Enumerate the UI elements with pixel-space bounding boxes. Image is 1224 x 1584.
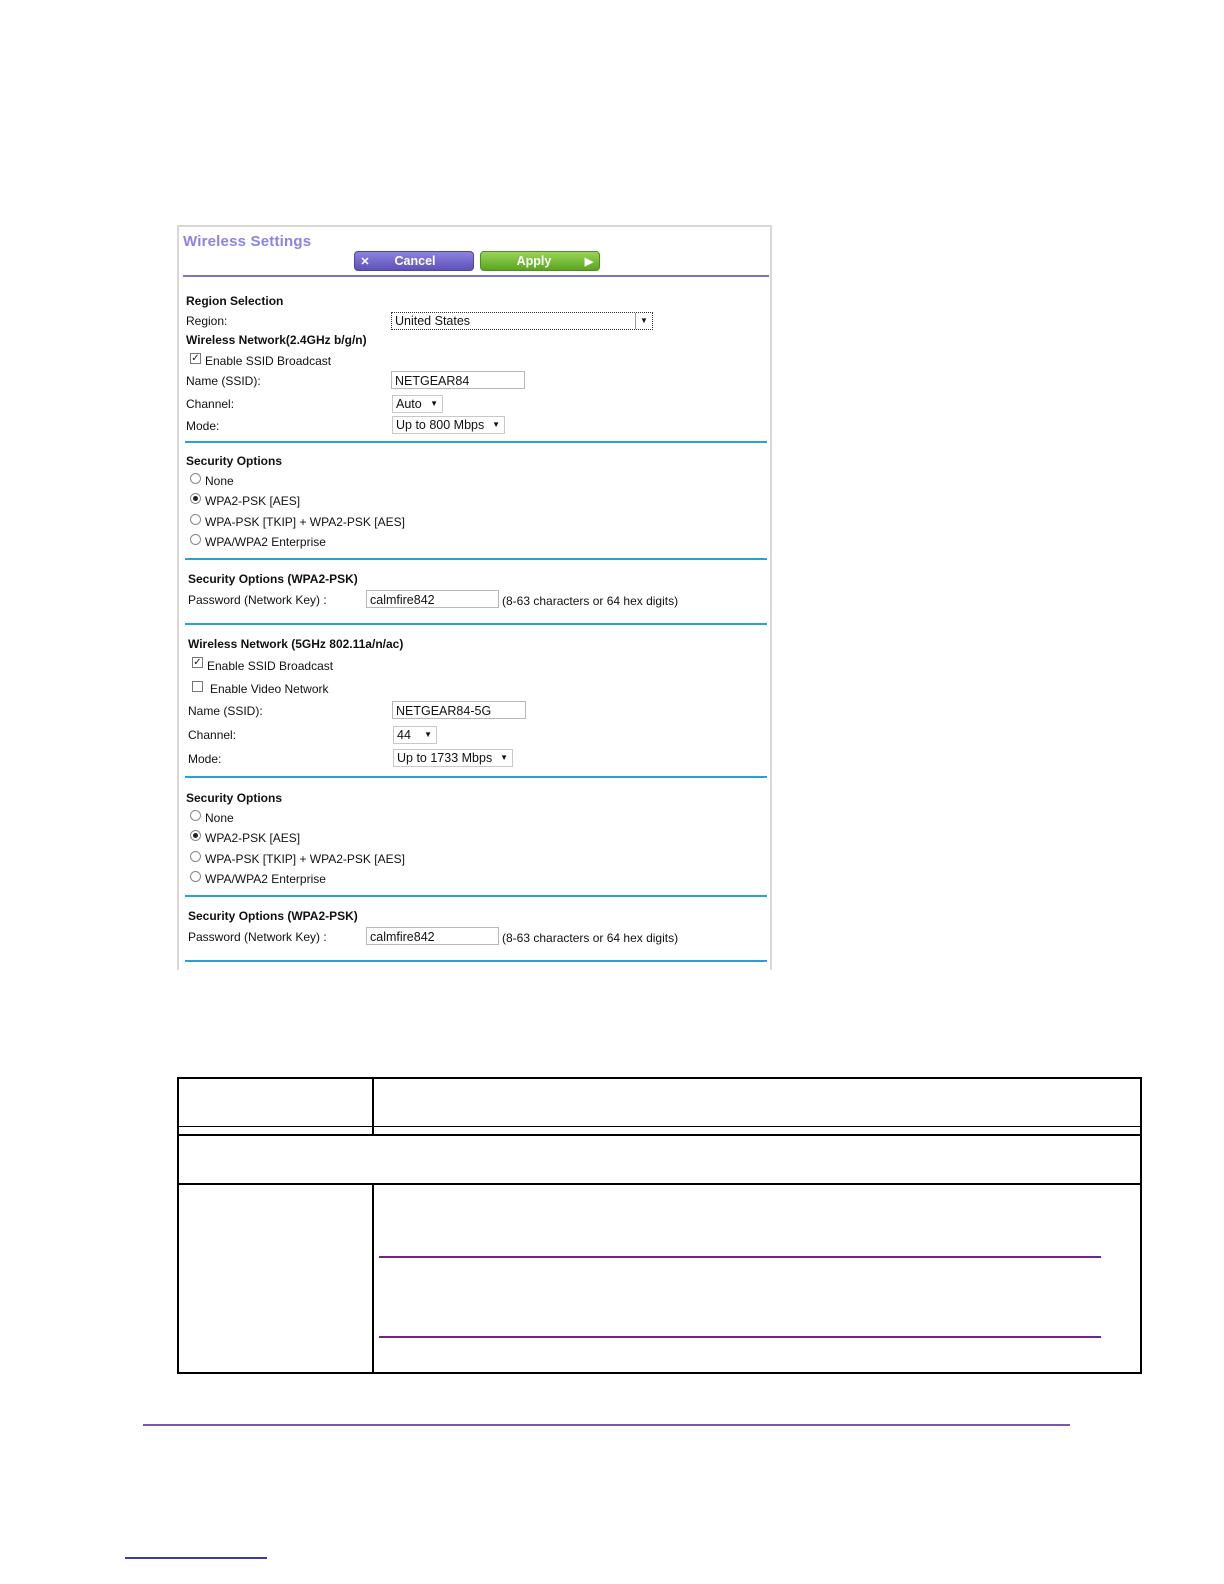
close-icon: ✕: [360, 255, 370, 268]
ssid-24-label: Name (SSID):: [186, 374, 261, 388]
enable-ssid-broadcast-5-label: Enable SSID Broadcast: [207, 659, 334, 673]
cancel-button[interactable]: [354, 251, 474, 271]
chevron-down-icon: ▼: [500, 753, 508, 762]
chevron-down-icon: ▼: [430, 399, 438, 408]
psk5-password-label: Password (Network Key) :: [188, 930, 327, 944]
psk5-hint: (8-63 characters or 64 hex digits): [502, 931, 679, 945]
region-label: Region:: [186, 314, 228, 328]
enable-ssid-broadcast-24-checkbox[interactable]: ✓: [191, 353, 200, 364]
region-select[interactable]: [391, 312, 653, 330]
cancel-button-label: Cancel: [394, 254, 436, 268]
ssid-24-input[interactable]: NETGEAR84: [391, 371, 525, 389]
channel-5-value: 44: [397, 728, 411, 742]
mode-5-select[interactable]: [393, 749, 513, 767]
table-border-bottom: [177, 1372, 1142, 1374]
enable-video-network-checkbox[interactable]: [192, 681, 203, 692]
psk5-password-input[interactable]: calmfire842: [366, 927, 499, 945]
apply-button[interactable]: [480, 251, 600, 271]
footer-rule: [143, 1424, 1070, 1426]
mode-24-select[interactable]: [392, 416, 505, 434]
security24-label-enterprise: WPA/WPA2 Enterprise: [205, 535, 326, 549]
wireless-settings-screenshot: [177, 225, 772, 970]
wifi5-heading: Wireless Network (5GHz 802.11a/n/ac): [188, 637, 404, 651]
mode-24-value: Up to 800 Mbps: [396, 418, 485, 432]
note-rule: [379, 1336, 1101, 1338]
section-divider: [185, 623, 767, 625]
apply-button-label: Apply: [516, 254, 552, 268]
channel-24-select[interactable]: [392, 395, 443, 413]
security5-radio-mixed[interactable]: [190, 851, 201, 862]
ssid-5-input[interactable]: NETGEAR84-5G: [392, 701, 526, 719]
region-select-value: United States: [395, 314, 471, 328]
security5-heading: Security Options: [186, 791, 283, 805]
section-divider: [185, 895, 767, 897]
region-section-heading: Region Selection: [186, 294, 284, 308]
channel-5-label: Channel:: [188, 728, 237, 742]
security24-label-none: None: [205, 474, 234, 488]
table-border-top: [177, 1077, 1142, 1079]
psk24-hint: (8-63 characters or 64 hex digits): [502, 594, 679, 608]
mode-5-label: Mode:: [188, 752, 222, 766]
security5-radio-none[interactable]: [190, 810, 201, 821]
security24-radio-wpa2[interactable]: [190, 493, 201, 504]
security24-radio-mixed[interactable]: [190, 514, 201, 525]
footer-link-underline: [125, 1557, 267, 1559]
mode-5-value: Up to 1733 Mbps: [397, 751, 493, 765]
security24-radio-enterprise[interactable]: [190, 534, 201, 545]
wifi24-heading: Wireless Network(2.4GHz b/g/n): [186, 333, 367, 347]
security24-label-mixed: WPA-PSK [TKIP] + WPA2-PSK [AES]: [205, 515, 405, 529]
table-row-rule: [177, 1183, 1142, 1185]
security24-radio-none[interactable]: [190, 473, 201, 484]
table-header-rule: [177, 1126, 1142, 1127]
chevron-down-icon: ▼: [635, 313, 652, 329]
channel-24-label: Channel:: [186, 397, 235, 411]
enable-video-network-label: Enable Video Network: [210, 682, 329, 696]
section-divider: [185, 776, 767, 778]
security5-radio-wpa2[interactable]: [190, 830, 201, 841]
chevron-down-icon: ▼: [424, 730, 432, 739]
security5-label-wpa2: WPA2-PSK [AES]: [205, 831, 301, 845]
security5-label-mixed: WPA-PSK [TKIP] + WPA2-PSK [AES]: [205, 852, 405, 866]
table-column-divider: [372, 1077, 374, 1136]
mode-24-label: Mode:: [186, 419, 220, 433]
header-divider: [183, 275, 769, 277]
ssid-5-label: Name (SSID):: [188, 704, 263, 718]
security5-radio-enterprise[interactable]: [190, 871, 201, 882]
psk24-heading: Security Options (WPA2-PSK): [188, 572, 358, 586]
channel-5-select[interactable]: [393, 726, 437, 744]
section-divider: [185, 960, 767, 962]
section-divider: [185, 558, 767, 560]
enable-ssid-broadcast-24-label: Enable SSID Broadcast: [205, 354, 332, 368]
chevron-down-icon: ▼: [492, 420, 500, 429]
enable-ssid-broadcast-5-checkbox[interactable]: ✓: [193, 657, 202, 668]
psk24-password-label: Password (Network Key) :: [188, 593, 327, 607]
security24-heading: Security Options: [186, 454, 283, 468]
security5-label-enterprise: WPA/WPA2 Enterprise: [205, 872, 326, 886]
note-rule: [379, 1256, 1101, 1258]
table-column-divider: [372, 1183, 374, 1374]
play-arrow-icon: ▶: [584, 255, 594, 268]
table-header-rule: [177, 1134, 1142, 1136]
security24-label-wpa2: WPA2-PSK [AES]: [205, 494, 301, 508]
psk24-password-input[interactable]: calmfire842: [366, 590, 499, 608]
settings-table: [177, 1077, 1142, 1374]
table-border-left: [177, 1077, 179, 1374]
psk5-heading: Security Options (WPA2-PSK): [188, 909, 358, 923]
security5-label-none: None: [205, 811, 234, 825]
section-divider: [185, 441, 767, 443]
channel-24-value: Auto: [396, 397, 422, 411]
page-title: Wireless Settings: [183, 233, 312, 250]
table-border-right: [1140, 1077, 1142, 1374]
